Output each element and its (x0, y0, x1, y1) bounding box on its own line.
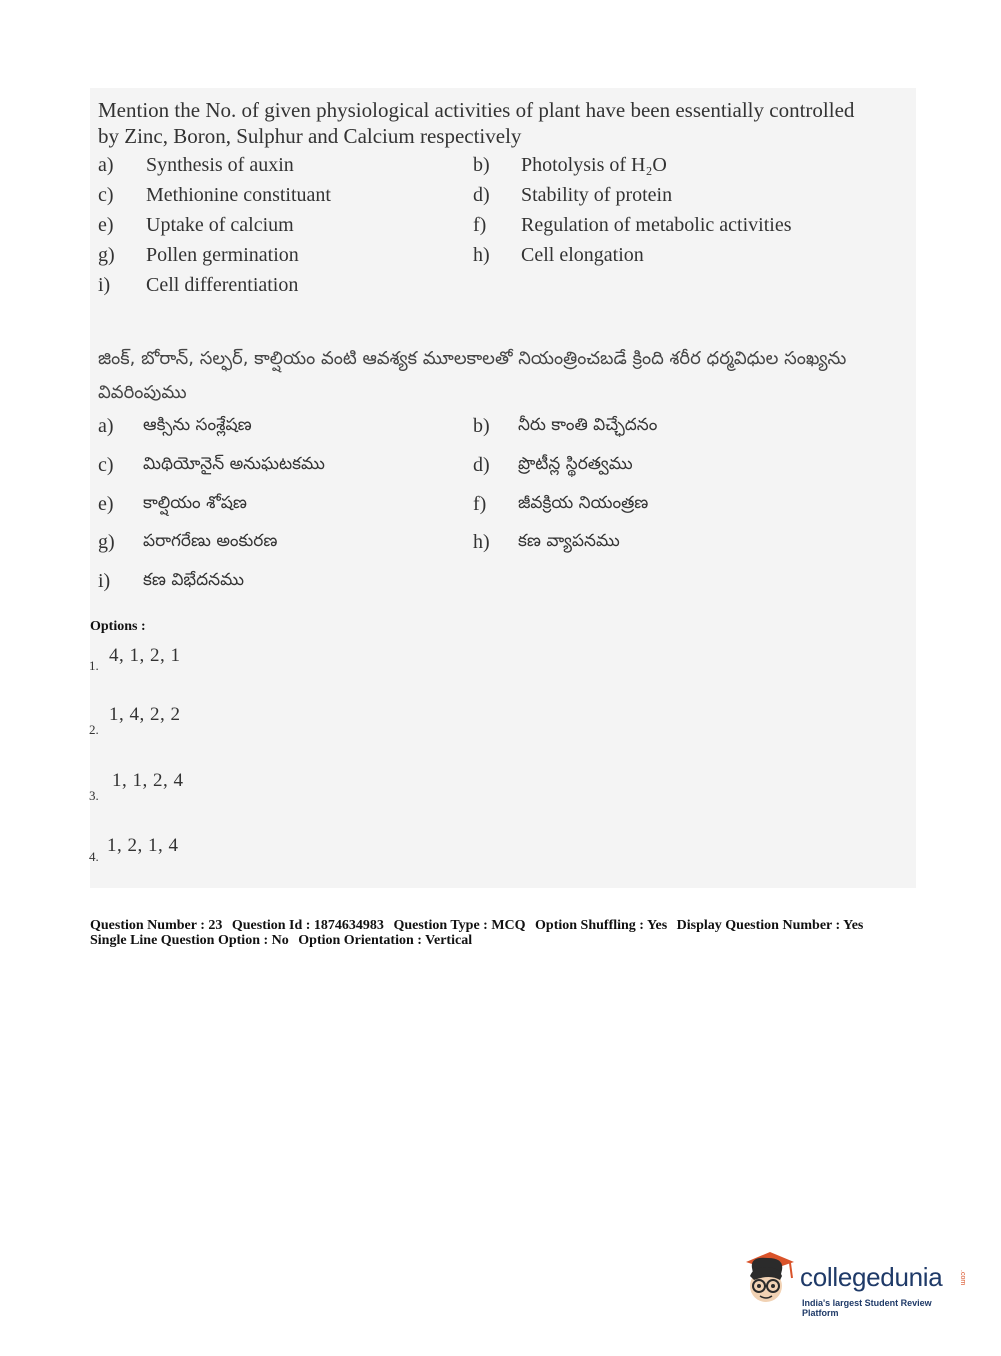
item-letter: a) (98, 415, 114, 437)
question-text-telugu: జింక్, బోరాన్, సల్ఫర్, కాల్షియం వంటి ఆవశ్యక మూలకాలతో నియంత్రించబడే క్రింది శరీర ధర్మవిధుల సంఖ్యను వివరింపుము (98, 348, 847, 403)
item-letter: d) (473, 454, 490, 476)
options-label: Options : (90, 619, 146, 634)
list-item (98, 274, 898, 304)
option-number: 4. (89, 849, 99, 864)
answer-option-1[interactable] (89, 645, 289, 685)
list-item (98, 570, 898, 600)
item-letter: b) (473, 154, 490, 176)
option-value: 1, 1, 2, 4 (112, 770, 184, 791)
list-item (98, 214, 898, 244)
question-type: Question Type : MCQ (393, 918, 526, 933)
list-item (98, 244, 898, 274)
student-mascot-icon (740, 1248, 796, 1312)
item-text: Photolysis of H₂O (521, 154, 667, 176)
list-item (98, 154, 898, 184)
item-text: కణ వ్యాపనము (518, 531, 620, 551)
option-shuffling: Option Shuffling : Yes (535, 918, 668, 933)
single-line-option: Single Line Question Option : No (90, 933, 289, 948)
option-value: 4, 1, 2, 1 (109, 645, 181, 666)
item-text: ఆక్సిను సంశ్లేషణ (143, 415, 252, 435)
logo-com: .com (959, 1270, 966, 1286)
item-text: Cell elongation (521, 244, 644, 266)
item-letter: a) (98, 154, 114, 176)
item-text: నీరు కాంతి విచ్ఛేదనం (518, 415, 658, 435)
item-letter: b) (473, 415, 490, 437)
answer-option-2[interactable] (89, 704, 289, 744)
item-text: Uptake of calcium (146, 214, 294, 236)
item-letter: f) (473, 493, 487, 515)
list-item (98, 415, 898, 445)
option-orientation: Option Orientation : Vertical (298, 933, 473, 948)
item-text: జీవక్రియ నియంత్రణ (518, 493, 649, 513)
list-item (98, 184, 898, 214)
question-id: Question Id : 1874634983 (231, 918, 384, 933)
item-text: కాల్షియం శోషణ (143, 493, 247, 513)
logo-wordmark: collegedunia (800, 1262, 943, 1292)
item-letter: e) (98, 214, 114, 236)
metadata-line-1 (90, 918, 940, 933)
list-item (98, 531, 898, 561)
item-text: ప్రొటీన్ల స్థిరత్వము (518, 454, 633, 474)
list-item (98, 493, 898, 523)
item-letter: c) (98, 184, 114, 206)
metadata-line-2 (90, 933, 940, 948)
option-number: 1. (89, 658, 99, 673)
item-text: Cell differentiation (146, 274, 299, 296)
question-number: Question Number : 23 (90, 918, 223, 933)
option-value: 1, 4, 2, 2 (109, 704, 181, 725)
item-text: మిథియోనైన్ అనుఘటకము (143, 454, 325, 474)
option-value: 1, 2, 1, 4 (107, 835, 179, 856)
question-text-english: Mention the No. of given physiological activities of plant have been essentially controlled by Zinc, Boron, Sulphur and Calcium respectively (98, 98, 855, 148)
item-letter: f) (473, 214, 487, 236)
item-letter: h) (473, 244, 490, 266)
collegedunia-logo[interactable] (740, 1248, 970, 1318)
item-letter: g) (98, 244, 115, 266)
question-metadata (90, 918, 940, 948)
item-letter: e) (98, 493, 114, 515)
option-number: 2. (89, 722, 99, 737)
item-letter: h) (473, 531, 490, 553)
item-letter: i) (98, 570, 111, 592)
item-letter: g) (98, 531, 115, 553)
item-text: Regulation of metabolic activities (521, 214, 792, 236)
logo-tagline: India's largest Student Review Platform (802, 1298, 932, 1318)
item-text: పరాగరేణు అంకురణ (143, 531, 278, 551)
item-text: Pollen germination (146, 244, 299, 266)
item-letter: d) (473, 184, 490, 206)
item-letter: i) (98, 274, 111, 296)
display-question-number: Display Question Number : Yes (676, 918, 864, 933)
list-item (98, 454, 898, 484)
item-text: Synthesis of auxin (146, 154, 294, 176)
item-text: కణ విభేదనము (143, 570, 244, 590)
option-number: 3. (89, 788, 99, 803)
item-text: Methionine constituant (146, 184, 331, 206)
item-text: Stability of protein (521, 184, 673, 206)
answer-option-3[interactable] (89, 770, 289, 810)
answer-option-4[interactable] (89, 835, 289, 875)
item-letter: c) (98, 454, 114, 476)
